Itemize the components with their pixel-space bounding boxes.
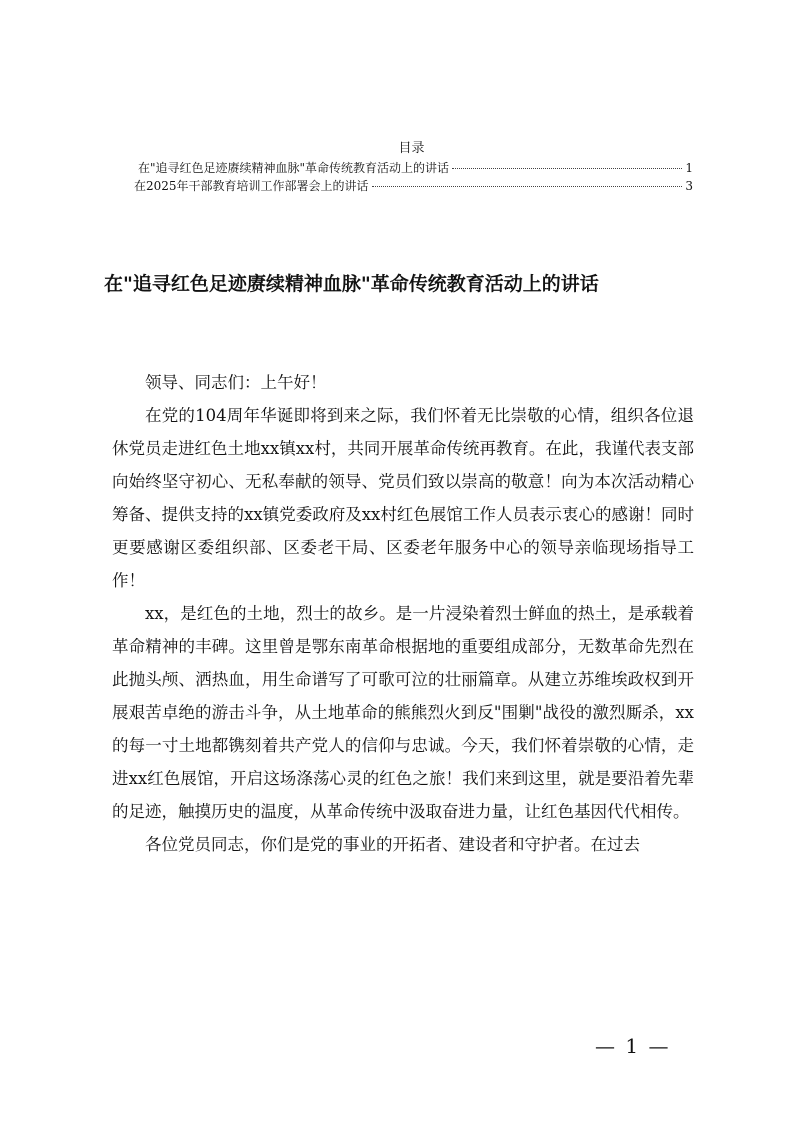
toc-entry-page: 3 <box>685 179 693 193</box>
salutation-paragraph: 领导、同志们：上午好！ <box>145 373 327 392</box>
toc-leader-dots <box>452 168 682 169</box>
toc-entry-title: 在2025年干部教育培训工作部署会上的讲话 <box>134 179 369 193</box>
toc-entry[interactable] <box>130 160 693 176</box>
body-paragraph: xx，是红色的土地，烈士的故乡。是一片浸染着烈士鲜血的热土，是承载着革命精神的丰碑。这里曾是鄂东南革命根据地的重要组成部分，无数革命先烈在此抛头颅、洒热血，用生命谱写了可歌可泣的壮丽篇章。从建立苏维埃政权到开展艰苦卓绝的游击斗争，从土地革命的熊熊烈火到反"围剿"战役的激烈厮杀，xx的每一寸土地都镌刻着共产党人的信仰与忠诚。今天，我们怀着崇敬的心情，走进xx红色展馆，开启这场涤荡心灵的红色之旅！我们来到这里，就是要沿着先辈的足迹，触摸历史的温度，从革命传统中汲取奋进力量，让红色基因代代相传。 <box>112 604 694 821</box>
toc-entry[interactable] <box>130 178 693 194</box>
table-of-contents <box>130 141 693 196</box>
toc-entry-title: 在"追寻红色足迹赓续精神血脉"革命传统教育活动上的讲话 <box>138 161 450 175</box>
toc-leader-dots <box>372 186 683 187</box>
toc-title: 目录 <box>398 141 425 156</box>
body-paragraph: 在党的104周年华诞即将到来之际，我们怀着无比崇敬的心情，组织各位退休党员走进红色土地xx镇xx村，共同开展革命传统再教育。在此，我谨代表支部向始终坚守初心、无私奉献的领导、党员们致以崇高的敬意！向为本次活动精心筹备、提供支持的xx镇党委政府及xx村红色展馆工作人员表示衷心的感谢！同时更要感谢区委组织部、区委老干局、区委老年服务中心的领导亲临现场指导工作！ <box>112 406 694 590</box>
toc-entry-page: 1 <box>685 161 693 175</box>
page-number: — 1 — <box>595 1034 671 1058</box>
body-paragraph: 各位党员同志，你们是党的事业的开拓者、建设者和守护者。在过去 <box>145 835 640 854</box>
article-body <box>112 366 694 861</box>
article-heading: 在"追寻红色足迹赓续精神血脉"革命传统教育活动上的讲话 <box>104 273 599 295</box>
